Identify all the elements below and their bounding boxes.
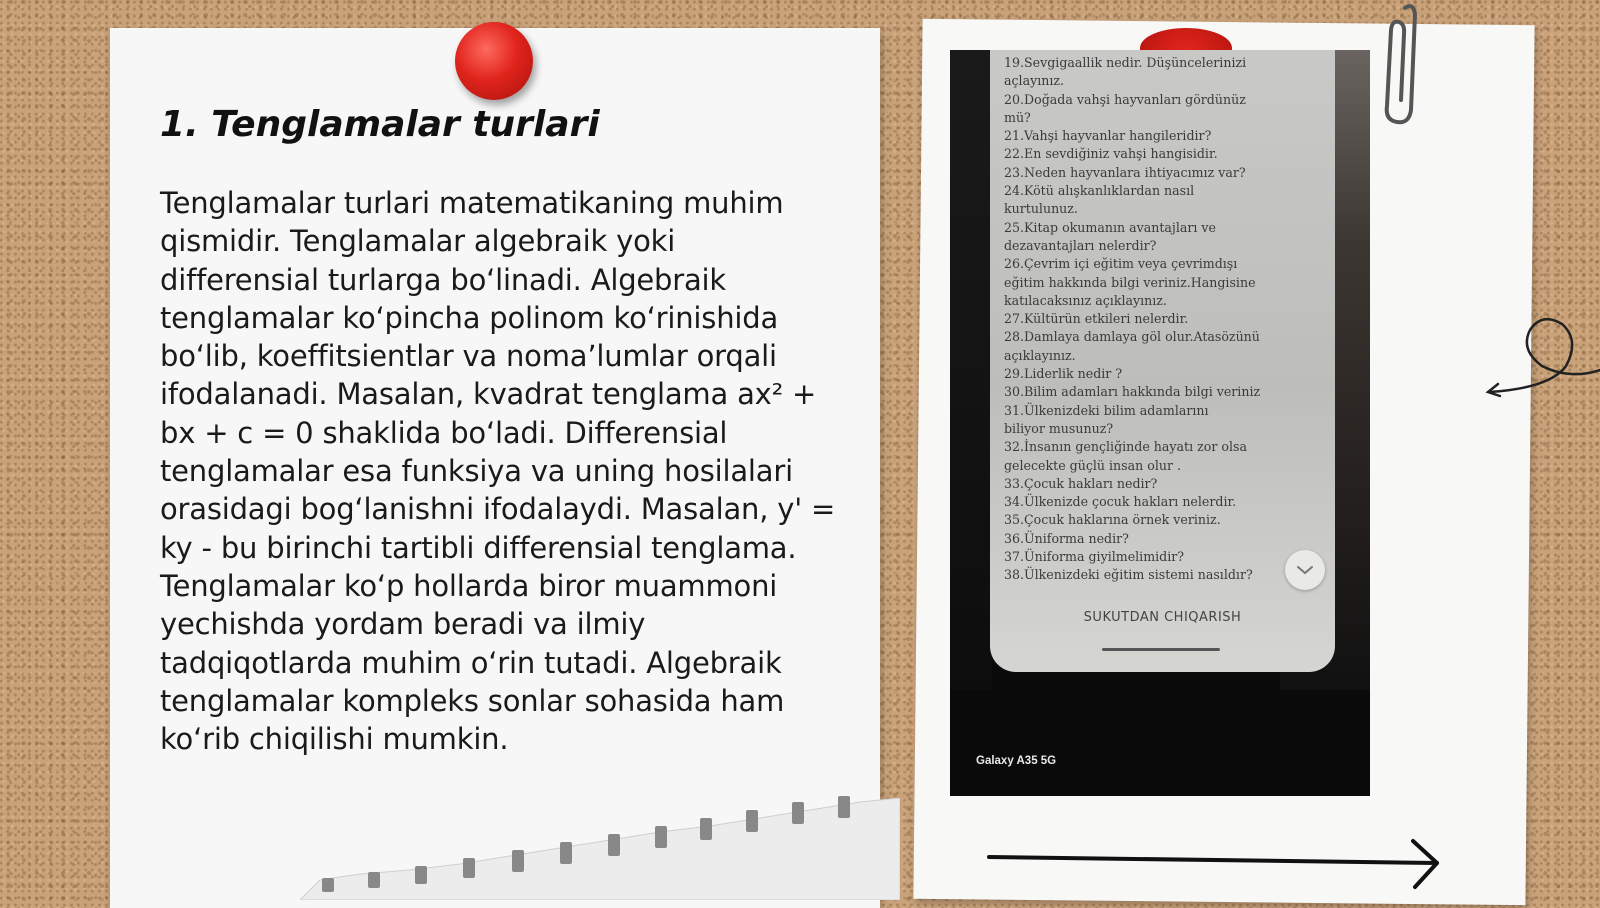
- squiggle-arrow-icon: [1480, 310, 1600, 410]
- paperclip-icon: [1375, 0, 1425, 130]
- slide-title: 1. Tenglamalar turlari: [160, 104, 600, 145]
- home-indicator: [1102, 648, 1220, 651]
- phone-screen: [990, 50, 1335, 672]
- camera-watermark: Galaxy A35 5G: [976, 755, 1057, 767]
- photo-background: [950, 50, 992, 690]
- scroll-down-button[interactable]: [1285, 550, 1325, 590]
- chevron-down-icon: [1296, 564, 1314, 576]
- slide-body-text: Tenglamalar turlari matematikaning muhim qismidir. Tenglamalar algebraik yoki differensial turlarga bo‘linadi. Algebraik tenglamalar ko‘pincha polinom ko‘rinishida bo‘lib, koeffitsientlar va noma’lumlar orqali ifodalanadi. Masalan, kvadrat tenglama ax² + bx + c = 0 shaklida bo‘ladi. Differensial tenglamalar esa funksiya va uning hosilalari orasidagi bog‘lanishni ifodalaydi. Masalan, y' = ky - bu birinchi tartibli differensial tenglama. Tenglamalar ko‘p hollarda biror muammoni yechishda yordam beradi va ilmiy tadqiqotlarda muhim o‘rin tutadi. Algebraik tenglamalar kompleks sonlar sohasida ham ko‘rib chiqilishi mumkin.: [160, 186, 836, 757]
- torn-paper-edge: [300, 790, 900, 900]
- exit-silence-button[interactable]: SUKUTDAN CHIQARISH: [1083, 610, 1242, 625]
- document-text: 19.Sevgigaallik nedir. Düşüncelerinizi açlayınız. 20.Doğada vahşi hayvanları gördünüz mü? 21.Vahşi hayvanlar hangileridir? 22.En sevdiğiniz vahşi hangisidir. 23.Neden hayvanlara ihtiyacımız var? 24.Kötü alışkanlıklardan nasıl kurtulunuz. 25.Kitap okumanın avantajları ve dezavantajları nelerdir? 26.Çevrim içi eğitim veya çevrimdışı eğitim hakkında bilgi veriniz.Hangisine katılacaksınız açıklayınız. 27.Kültürün etkileri nelerdir. 28.Damlaya damlaya göl olur.Atasözünü açıklayınız. 29.Liderlik nedir ? 30.Bilim adamları hakkında bilgi veriniz 31.Ülkenizdeki bilim adamlarını biliyor musunuz? 32.İnsanın gençliğinde hayatı zor olsa gelecekte güçlü insan olur . 33.Çocuk hakları nedir? 34.Ülkenizde çocuk hakları nelerdir. 35.Çocuk haklarına örnek veriniz. 36.Üniforma nedir? 37.Üniforma giyilmelimidir? 38.Ülkenizdeki eğitim sistemi nasıldır?: [1004, 55, 1261, 583]
- phone-photo: [950, 50, 1370, 796]
- arrow-right-icon: [985, 835, 1445, 895]
- red-pushpin-icon: [455, 22, 533, 100]
